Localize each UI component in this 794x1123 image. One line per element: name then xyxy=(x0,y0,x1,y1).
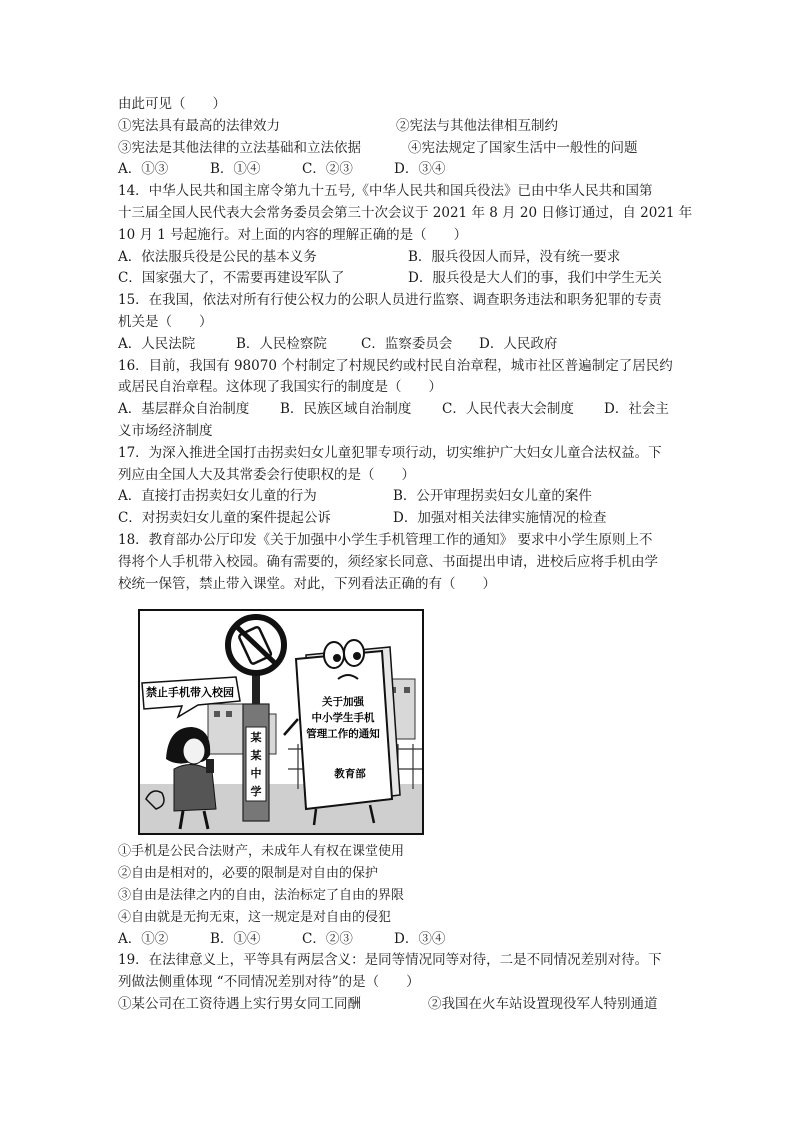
q16-choice-d-continued: 义市场经济制度 xyxy=(118,422,213,439)
q16-choice-b: B．民族区域自治制度 xyxy=(280,401,412,418)
q15-choice-a: A．人民法院 xyxy=(118,335,196,352)
q14-stem-line1: 14．中华人民共和国主席令第九十五号,《中华人民共和国兵役法》已由中华人民共和国第 xyxy=(118,183,653,200)
school-name-char4: 学 xyxy=(250,785,262,799)
doc-title-line3: 管理工作的通知 xyxy=(306,728,380,741)
q15-choice-b: B．人民检察院 xyxy=(236,335,327,352)
q13-choice-a: A．①③ xyxy=(118,161,169,178)
q13-choice-c: C．②③ xyxy=(302,161,353,178)
q13-option-4: ④宪法规定了国家生活中一般性的问题 xyxy=(408,139,638,156)
q13-option-3: ③宪法是其他法律的立法基础和立法依据 xyxy=(118,139,361,156)
q13-choice-d: D．③④ xyxy=(394,161,446,178)
q18-choice-b: B．①④ xyxy=(210,930,261,947)
q18-choice-c: C．②③ xyxy=(302,930,353,947)
q13-options-row2 xyxy=(118,138,678,160)
q17-stem-line1: 17．为深入推进全国打击拐卖妇女儿童犯罪专项行动，切实维护广大妇女儿童合法权益。下 xyxy=(118,444,662,461)
q18-stem-line1: 18．教育部办公厅印发《关于加强中小学生手机管理工作的通知》 要求中小学生原则上不 xyxy=(118,531,653,548)
q16-choice-d: D．社会主 xyxy=(604,401,669,418)
q14-stem-line3: 10 月 1 号起施行。对上面的内容的理解正确的是（ ） xyxy=(118,226,468,243)
school-name-char3: 中 xyxy=(250,767,262,781)
q15-choices xyxy=(118,334,678,356)
q13-stem: 由此可见（ ） xyxy=(118,96,226,112)
q15-choice-d: D．人民政府 xyxy=(479,335,558,352)
no-phone-sign-icon xyxy=(228,617,284,673)
doc-issuer: 教育部 xyxy=(334,768,366,781)
doc-title-line2: 中小学生手机 xyxy=(311,712,375,725)
q17-options-row1 xyxy=(118,486,678,508)
q18-choice-d: D．③④ xyxy=(394,930,446,947)
q18-stem-line2: 得将个人手机带入校园。确有需要的，须经家长同意、书面提出申请，进校后应将手机由学 xyxy=(118,553,658,570)
q18-stem-line3: 校统一保管，禁止带入课堂。对此，下列看法正确的有（ ） xyxy=(118,575,496,592)
q18-option-2: ②自由是相对的，必要的限制是对自由的保护 xyxy=(118,866,379,882)
q19-option-2: ②我国在火车站设置现役军人特别通道 xyxy=(428,995,658,1012)
q18-option-1: ①手机是公民合法财产，未成年人有权在课堂使用 xyxy=(118,844,405,860)
q19-options-row1 xyxy=(118,994,678,1016)
q17-stem-line2: 列应由全国人大及其常委会行使职权的是（ ） xyxy=(118,466,415,483)
question-content xyxy=(118,94,693,1016)
q17-options-row2 xyxy=(118,508,678,530)
speech-banner-text: 禁止手机带入校园 xyxy=(146,686,234,700)
school-name-char1: 某 xyxy=(250,731,262,745)
q15-stem-line1: 15．在我国，依法对所有行使公权力的公职人员进行监察、调查职务违法和职务犯罪的专责 xyxy=(118,292,662,309)
q15-stem-line2: 机关是（ ） xyxy=(118,313,213,330)
q18-option-4: ④自由就是无拘无束，这一规定是对自由的侵犯 xyxy=(118,909,392,925)
q16-stem-line2: 或居民自治章程。这体现了我国实行的制度是（ ） xyxy=(118,379,442,396)
school-name-char2: 某 xyxy=(250,749,262,763)
q16-choices xyxy=(118,399,678,421)
q19-stem-line2: 列做法侧重体现 “不同情况差别对待”的是（ ） xyxy=(118,974,420,991)
q13-options-row1 xyxy=(118,116,678,138)
q14-choice-a: A．依法服兵役是公民的基本义务 xyxy=(118,248,317,265)
q13-choice-b: B．①④ xyxy=(210,161,261,178)
q18-cartoon xyxy=(138,609,424,835)
q13-option-2: ②宪法与其他法律相互制约 xyxy=(396,117,558,134)
q18-choice-a: A．①② xyxy=(118,930,169,947)
q19-option-1: ①某公司在工资待遇上实行男女同工同酬 xyxy=(118,995,361,1012)
q17-choice-d: D．加强对相关法律实施情况的检查 xyxy=(393,510,607,527)
q14-options-row1 xyxy=(118,247,678,269)
q18-choices xyxy=(118,929,678,951)
q14-options-row2 xyxy=(118,268,678,290)
q17-choice-a: A．直接打击拐卖妇女儿童的行为 xyxy=(118,488,317,505)
q14-choice-d: D．服兵役是大人们的事，我们中学生无关 xyxy=(408,270,662,287)
q14-stem-line2: 十三届全国人民代表大会常务委员会第三十次会议于 2021 年 8 月 20 日修订通过，自 2021 年 xyxy=(118,204,693,221)
q18-option-3: ③自由是法律之内的自由，法治标定了自由的界限 xyxy=(118,887,405,903)
q14-choice-c: C．国家强大了，不需要再建设军队了 xyxy=(118,270,345,287)
q13-choices xyxy=(118,159,678,181)
q18-cartoon-area xyxy=(118,595,678,841)
q17-choice-b: B．公开审理拐卖妇女儿童的案件 xyxy=(393,488,592,505)
q14-choice-b: B．服兵役因人而异，没有统一要求 xyxy=(408,248,621,265)
doc-title-line1: 关于加强 xyxy=(322,696,364,709)
q16-choice-c: C．人民代表大会制度 xyxy=(442,401,574,418)
q17-choice-c: C．对拐卖妇女儿童的案件提起公诉 xyxy=(118,510,331,527)
q13-option-1: ①宪法具有最高的法律效力 xyxy=(118,117,280,134)
q16-choice-a: A．基层群众自治制度 xyxy=(118,401,250,418)
q16-stem-line1: 16．目前，我国有 98070 个村制定了村规民约或村民自治章程，城市社区普遍制定了居民约 xyxy=(118,357,673,374)
q19-stem-line1: 19．在法律意义上，平等具有两层含义：是同等情况同等对待，二是不同情况差别对待。下 xyxy=(118,952,662,969)
q15-choice-c: C．监察委员会 xyxy=(361,335,453,352)
